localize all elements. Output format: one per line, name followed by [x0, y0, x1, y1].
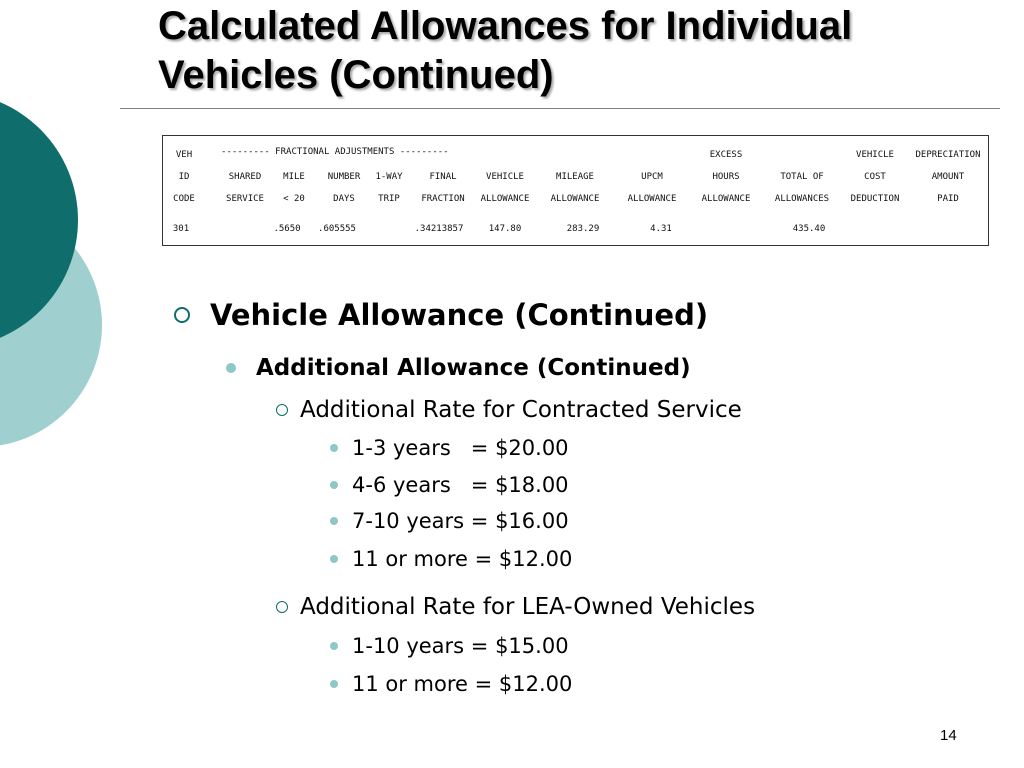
row-mileage-allowance: 283.29: [566, 224, 600, 234]
bullet-text: Additional Allowance (Continued): [256, 355, 691, 381]
allowance-report-table: [162, 135, 989, 246]
col-header-1way: 1-WAY: [375, 172, 403, 182]
filled-dot-bullet-icon: [330, 680, 338, 688]
col-header-paid: PAID: [937, 194, 959, 204]
rate-text: 1-3 years = $20.00: [352, 436, 569, 460]
bullet-additional-allowance: [226, 355, 691, 381]
row-number-days: .605555: [318, 224, 356, 234]
col-header-veh: VEH: [175, 150, 193, 160]
col-header-allowances: ALLOWANCES: [774, 194, 830, 204]
page-number: 14: [940, 727, 957, 744]
fractional-adjustments-header: --------- FRACTIONAL ADJUSTMENTS ---------: [221, 147, 449, 157]
col-header-fraction: FRACTION: [421, 194, 465, 204]
list-item: [330, 634, 569, 658]
col-header-lt20: < 20: [283, 194, 305, 204]
slide-title-line2: Vehicles (Continued): [158, 53, 554, 97]
bullet-text: Vehicle Allowance (Continued): [210, 298, 709, 332]
slide-title-line1: Calculated Allowances for Individual: [158, 4, 853, 48]
col-header-amount: AMOUNT: [931, 172, 965, 182]
col-header-vehicle-allowance: ALLOWANCE: [480, 194, 530, 204]
hollow-circle-bullet-icon: [276, 601, 288, 613]
col-header-cost: COST: [864, 172, 886, 182]
col-header-mileage-allowance: ALLOWANCE: [550, 194, 600, 204]
col-header-days: DAYS: [333, 194, 355, 204]
col-header-mile: MILE: [283, 172, 305, 182]
row-veh-id: 301: [172, 224, 190, 234]
col-header-number: NUMBER: [327, 172, 361, 182]
bullet-vehicle-allowance: [174, 298, 708, 332]
filled-dot-bullet-icon: [330, 642, 338, 650]
col-header-vehicle: VEHICLE: [486, 172, 524, 182]
title-divider: [120, 108, 1000, 109]
bullet-contracted-service: [276, 397, 742, 423]
bullet-text: Additional Rate for LEA-Owned Vehicles: [300, 594, 756, 620]
col-header-excess: EXCESS: [709, 150, 743, 160]
rate-text: 11 or more = $12.00: [352, 547, 573, 571]
bullet-text: Additional Rate for Contracted Service: [300, 397, 742, 423]
row-upcm-allowance: 4.31: [650, 224, 672, 234]
col-header-shared: SHARED: [228, 172, 262, 182]
col-header-hours: HOURS: [712, 172, 740, 182]
col-header-id: ID: [178, 172, 190, 182]
col-header-service: SERVICE: [226, 194, 264, 204]
filled-dot-bullet-icon: [330, 481, 338, 489]
hollow-circle-bullet-icon: [276, 404, 288, 416]
col-header-deduction: DEDUCTION: [850, 194, 900, 204]
list-item: [330, 672, 572, 696]
rate-text: 4-6 years = $18.00: [352, 473, 569, 497]
row-vehicle-allowance: 147.80: [488, 224, 522, 234]
col-header-upcm: UPCM: [641, 172, 663, 182]
filled-dot-bullet-icon: [330, 517, 338, 525]
hollow-circle-bullet-icon: [174, 307, 190, 323]
list-item: [330, 509, 569, 533]
list-item: [330, 473, 569, 497]
col-header-final: FINAL: [429, 172, 457, 182]
filled-dot-bullet-icon: [330, 444, 338, 452]
col-header-excess-allowance: ALLOWANCE: [701, 194, 751, 204]
col-header-mileage: MILEAGE: [556, 172, 594, 182]
col-header-trip: TRIP: [378, 194, 400, 204]
rate-text: 7-10 years = $16.00: [352, 509, 569, 533]
list-item: [330, 547, 572, 571]
decorative-circles: [0, 0, 110, 460]
row-total-allowances: 435.40: [792, 224, 826, 234]
col-header-depreciation: DEPRECIATION: [915, 150, 981, 160]
slide-title: [158, 2, 998, 100]
col-header-code: CODE: [173, 194, 195, 204]
rate-text: 11 or more = $12.00: [352, 672, 573, 696]
bullet-lea-owned: [276, 594, 755, 620]
col-header-total-of: TOTAL OF: [780, 172, 824, 182]
filled-dot-bullet-icon: [226, 363, 236, 373]
rate-text: 1-10 years = $15.00: [352, 634, 569, 658]
col-header-vehicle-cost: VEHICLE: [856, 150, 894, 160]
row-final-fraction: .34213857: [414, 224, 464, 234]
list-item: [330, 436, 569, 460]
row-mile-lt20: .5650: [273, 224, 301, 234]
col-header-upcm-allowance: ALLOWANCE: [627, 194, 677, 204]
filled-dot-bullet-icon: [330, 555, 338, 563]
